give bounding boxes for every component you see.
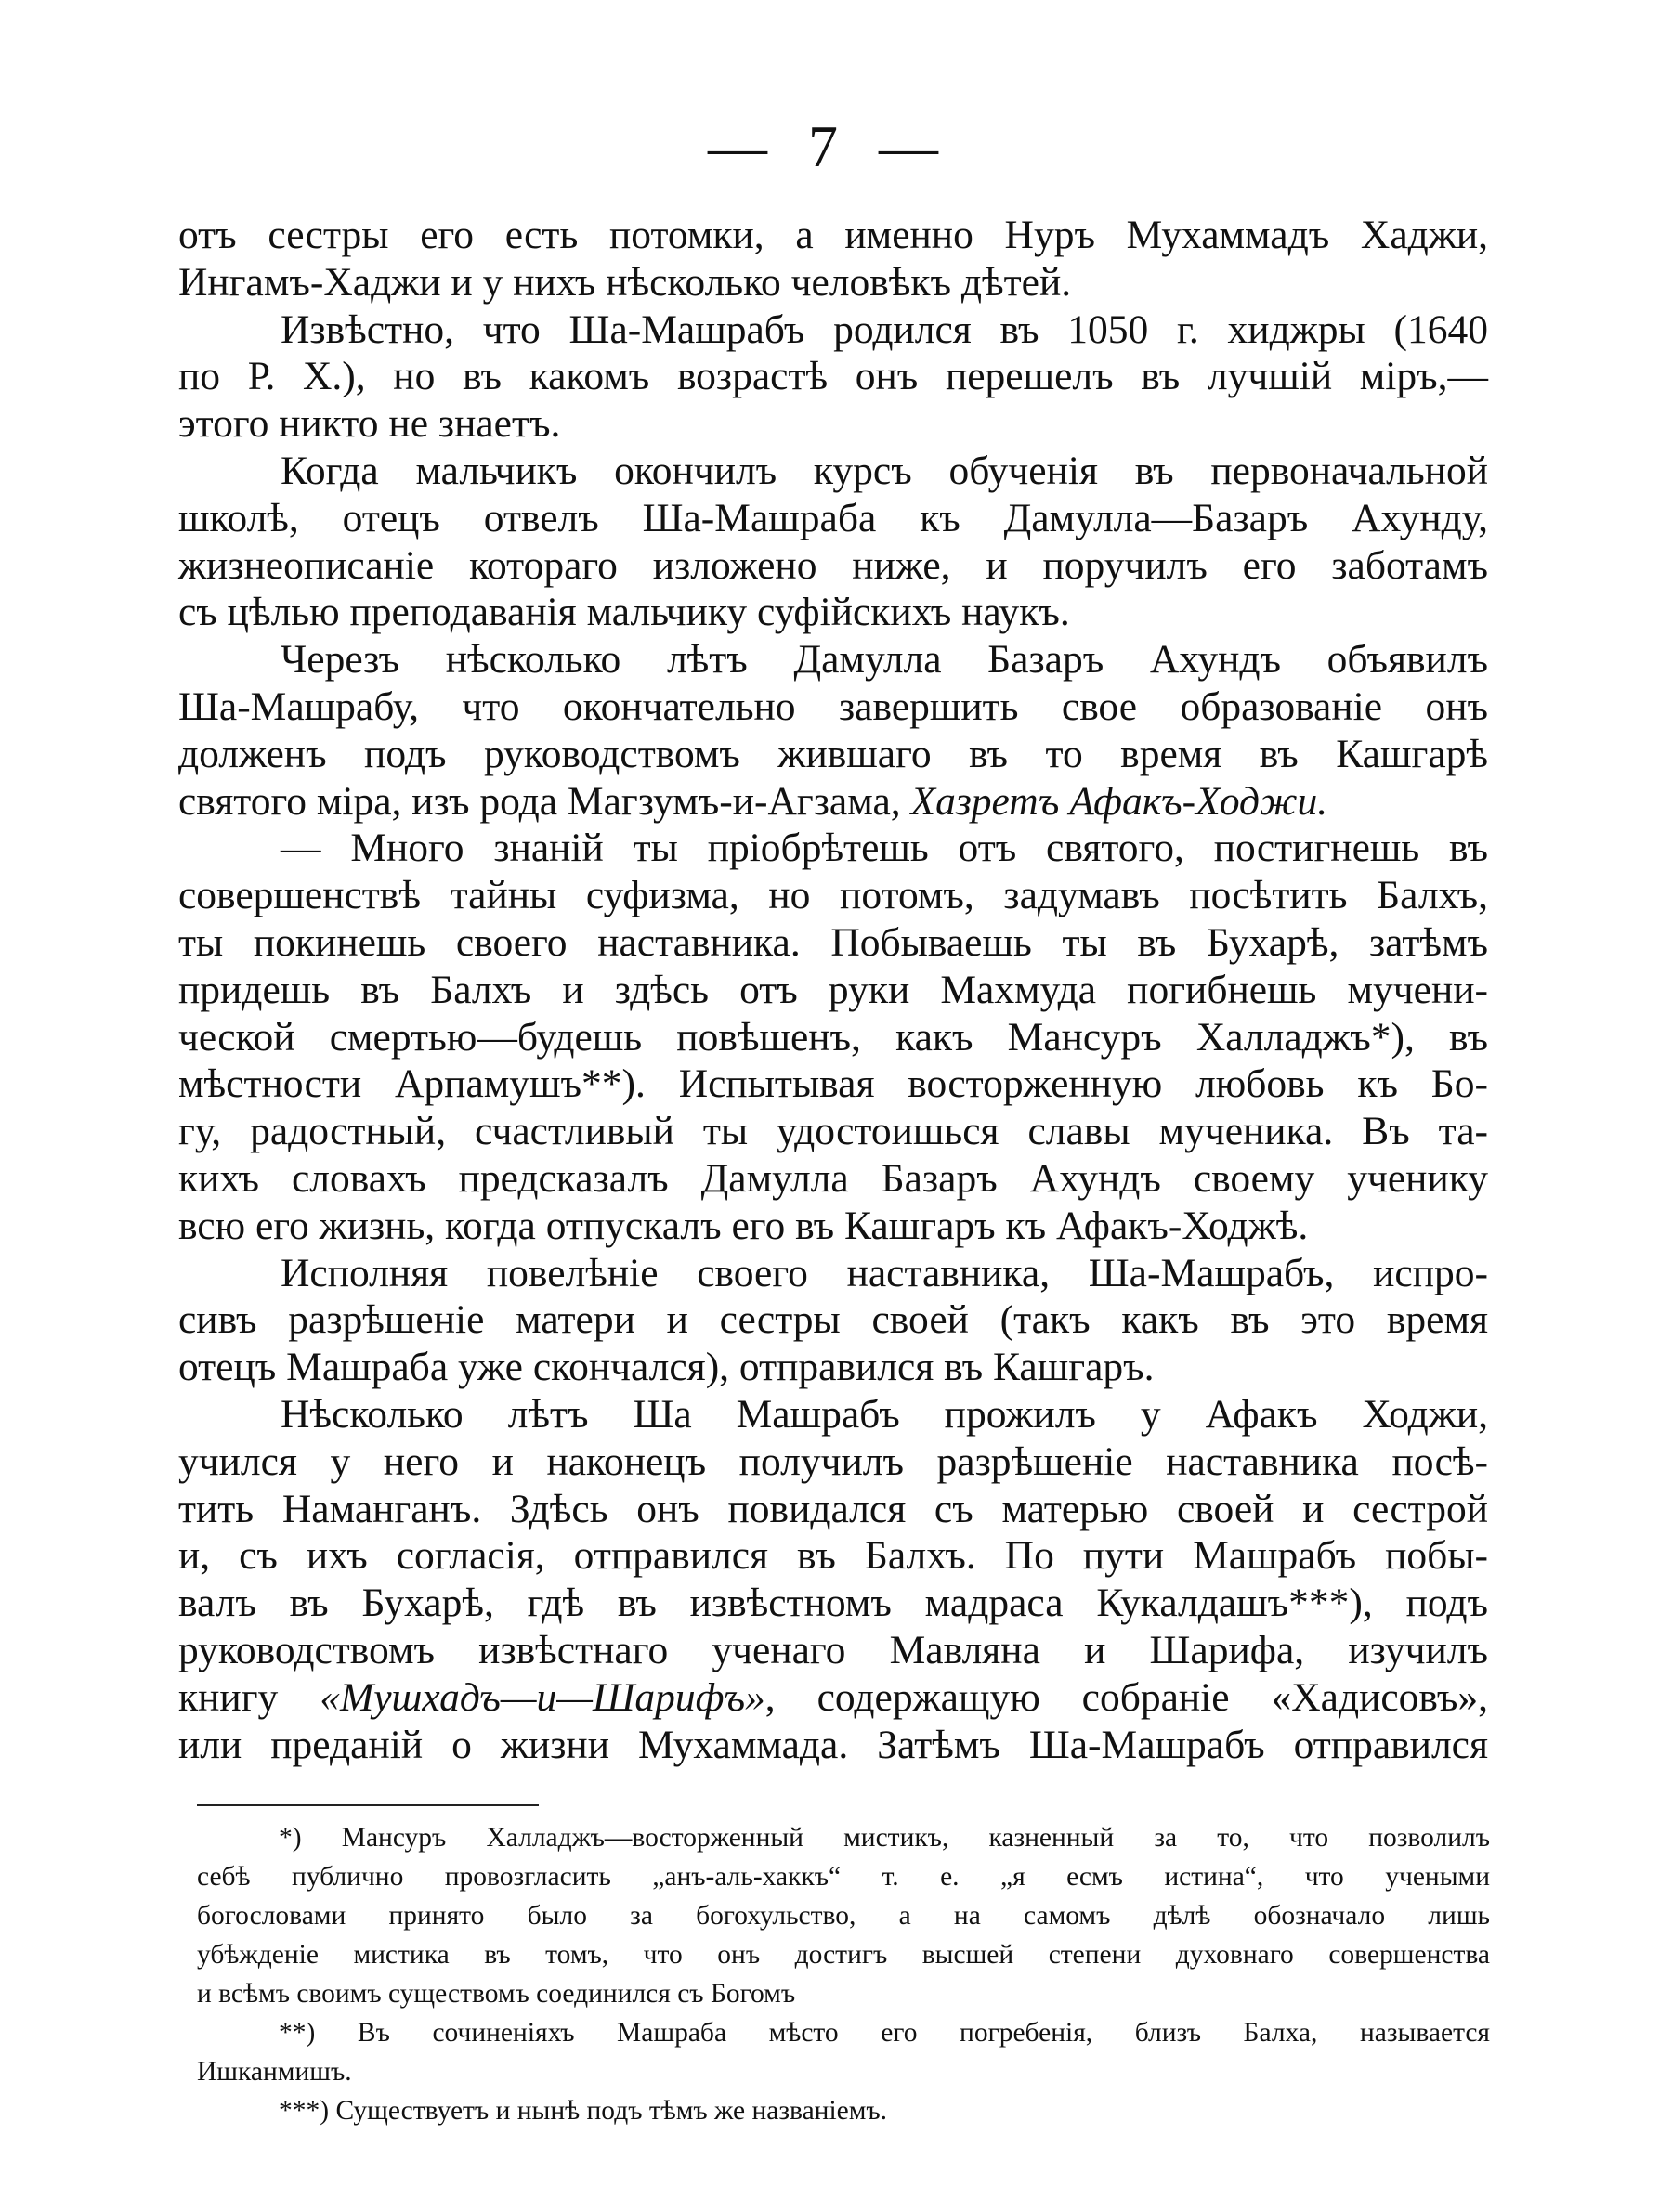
footnote-2	[197, 2013, 1490, 2091]
text-segment: книгу	[178, 1674, 279, 1720]
text-line: — Много знаній ты пріобрѣтешь отъ святого, постигнешь въ	[281, 826, 1488, 871]
text-line: Нѣсколько лѣтъ Ша Машрабъ прожилъ у Афакъ Ходжи,	[281, 1391, 1488, 1437]
text-segment: святого міра, изъ рода Магзумъ-и-Агзама,	[178, 778, 901, 824]
text-line: совершенствѣ тайны суфизма, но потомъ, задумавъ посѣтить Балхъ,	[178, 873, 1488, 918]
footnote-line: Ишканмишъ.	[197, 2057, 352, 2087]
text-line: Черезъ нѣсколько лѣтъ Дамулла Базаръ Ахундъ объявилъ	[281, 637, 1488, 683]
text-line	[178, 778, 1488, 826]
text-line: Ингамъ-Хаджи и у нихъ нѣсколько человѣкъ дѣтей.	[178, 259, 1072, 305]
text-line: Ша-Машрабу, что окончательно завершить свое образованіе онъ	[178, 683, 1488, 729]
paragraph-1	[178, 212, 1488, 306]
italic-book-title: «Мушхадъ—и—Шарифъ»	[320, 1674, 765, 1720]
paragraph-4	[178, 636, 1488, 825]
footnote-line: себѣ публично провозгласить „анъ-аль-хаккъ“ т. е. „я есмъ истина“, что учеными	[197, 1862, 1490, 1892]
text-line: придешь въ Балхъ и здѣсь отъ руки Махмуда погибнешь мучени-	[178, 967, 1488, 1012]
paragraph-2	[178, 306, 1488, 448]
text-line: учился у него и наконецъ получилъ разрѣшеніе наставника посѣ-	[178, 1438, 1488, 1484]
text-line: ческой смертью—будешь повѣшенъ, какъ Мансуръ Халладжъ*), въ	[178, 1014, 1488, 1060]
text-line: Исполняя повелѣніе своего наставника, Ша-Машрабъ, испро-	[281, 1250, 1488, 1295]
page-number: — 7 —	[708, 113, 951, 179]
text-line: Когда мальчикъ окончилъ курсъ обученія въ первоначальной	[281, 448, 1488, 493]
footnotes	[197, 1818, 1490, 2130]
text-line: отъ сестры его есть потомки, а именно Нуръ Мухаммадъ Хаджи,	[178, 213, 1488, 257]
footnote-1	[197, 1818, 1490, 2013]
text-line: тить Наманганъ. Здѣсь онъ повидался съ матерью своей и сестрой	[178, 1486, 1488, 1531]
text-line: этого никто не знаетъ.	[178, 401, 561, 447]
text-line: школѣ, отецъ отвелъ Ша-Машраба къ Дамулла—Базаръ Ахунду,	[178, 495, 1488, 540]
text-line: гу, радостный, счастливый ты удостоишься славы мученика. Въ та-	[178, 1109, 1488, 1154]
paragraph-6	[178, 1250, 1488, 1391]
text-line: сивъ разрѣшеніе матери и сестры своей (такъ какъ въ это время	[178, 1297, 1488, 1343]
paragraph-7	[178, 1391, 1488, 1768]
paragraph-3	[178, 448, 1488, 636]
text-line: кихъ словахъ предсказалъ Дамулла Базаръ Ахундъ своему ученику	[178, 1155, 1488, 1201]
text-line: и, съ ихъ согласія, отправился въ Балхъ. По пути Машрабъ побы-	[178, 1533, 1488, 1579]
text-line: валъ въ Бухарѣ, гдѣ въ извѣстномъ мадраса Кукалдашъ***), подъ	[178, 1581, 1488, 1626]
text-line: или преданій о жизни Мухаммада. Затѣмъ Ша-Машрабъ отправился	[178, 1722, 1488, 1767]
footnote-line: и всѣмъ своимъ существомъ соединился съ Богомъ	[197, 1979, 796, 2009]
text-segment: , содержащую собраніе «Хадисовъ»,	[764, 1674, 1488, 1720]
text-line: всю его жизнь, когда отпускалъ его въ Кашгаръ къ Афакъ-Ходжѣ.	[178, 1203, 1309, 1248]
text-line: по Р. Х.), но въ какомъ возрастѣ онъ перешелъ въ лучшій міръ,—	[178, 354, 1488, 399]
text-line: ты покинешь своего наставника. Побываешь ты въ Бухарѣ, затѣмъ	[178, 919, 1488, 965]
footnote-line: убѣжденіе мистика въ томъ, что онъ достигъ высшей степени духовнаго совершенства	[197, 1940, 1490, 1970]
italic-name: Хазретъ Афакъ-Ходжи.	[910, 778, 1328, 824]
text-line: отецъ Машраба уже скончался), отправился въ Кашгаръ.	[178, 1345, 1155, 1390]
footnote-divider	[197, 1804, 539, 1806]
footnote-line: **) Въ сочиненіяхъ Машраба мѣсто его погребенія, близъ Балха, называется	[279, 2018, 1490, 2048]
text-line: съ цѣлью преподаванія мальчику суфійскихъ наукъ.	[178, 590, 1070, 635]
footnote-line: *) Мансуръ Халладжъ—восторженный мистикъ, казненный за то, что позволилъ	[279, 1823, 1490, 1853]
main-text	[178, 212, 1488, 1768]
footnote-3	[197, 2091, 1490, 2130]
text-line: руководствомъ извѣстнаго ученаго Мавляна и Шарифа, изучилъ	[178, 1627, 1488, 1672]
footnote-line: ***) Существуетъ и нынѣ подъ тѣмъ же названіемъ.	[279, 2096, 888, 2126]
text-line	[178, 1674, 1488, 1722]
paragraph-5	[178, 825, 1488, 1249]
text-line: мѣстности Арпамушъ**). Испытывая восторженную любовь къ Бо-	[178, 1061, 1488, 1107]
text-line: Извѣстно, что Ша-Машрабъ родился въ 1050 г. хиджры (1640	[281, 306, 1488, 352]
text-line: жизнеописаніе котораго изложено ниже, и поручилъ его заботамъ	[178, 542, 1488, 588]
footnote-line: богословами принято было за богохульство, а на самомъ дѣлѣ обозначало лишь	[197, 1901, 1490, 1931]
text-line: долженъ подъ руководствомъ жившаго въ то время въ Кашгарѣ	[178, 731, 1488, 776]
